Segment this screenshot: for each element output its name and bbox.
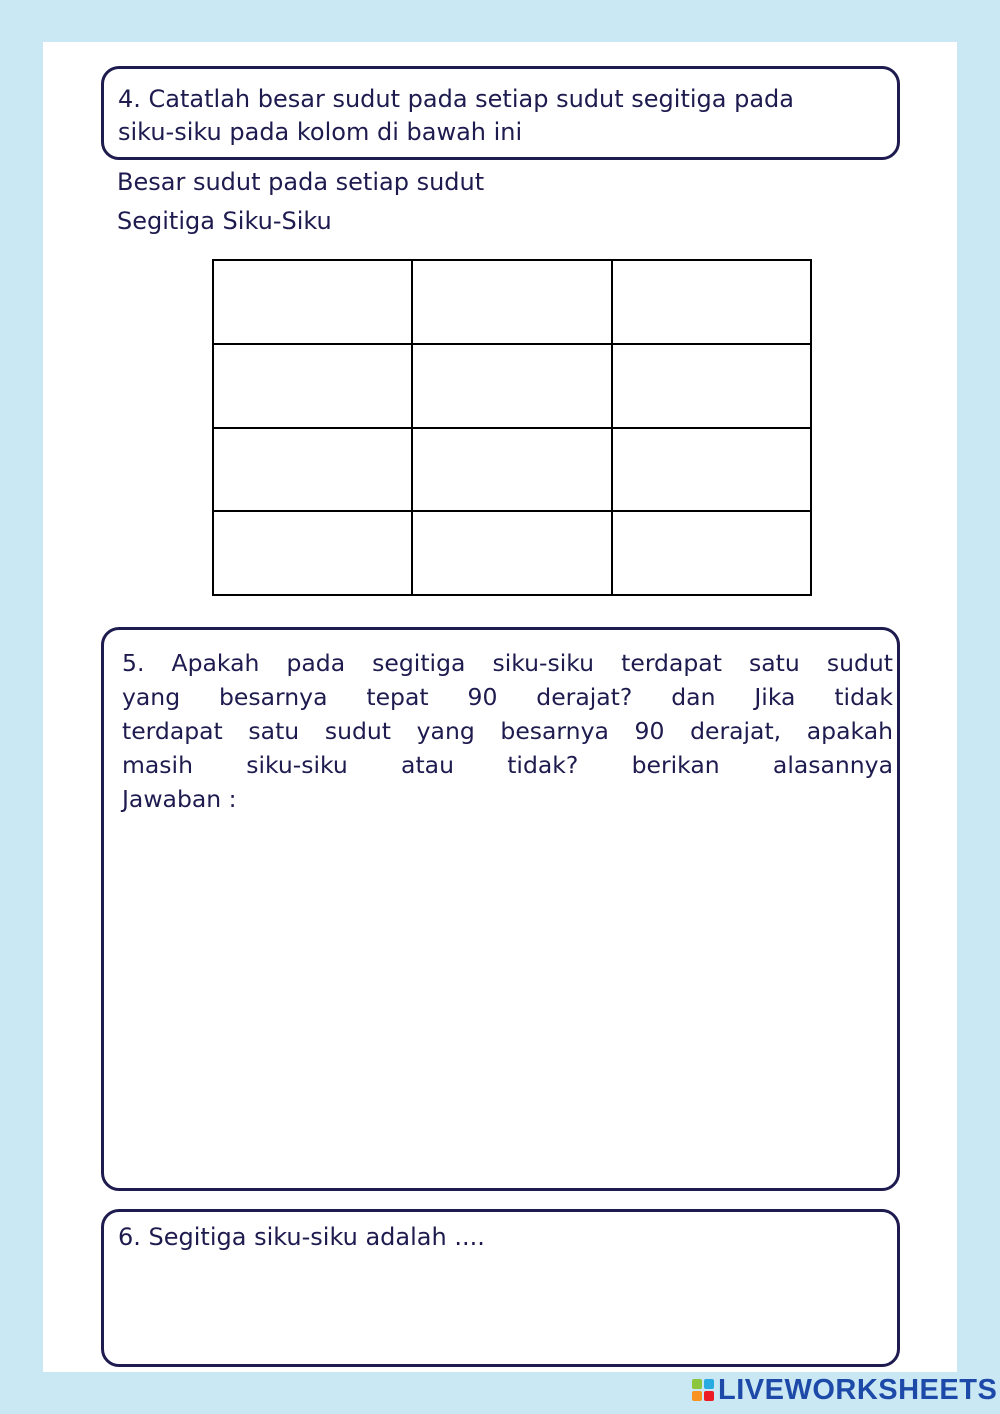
- answer-cell[interactable]: [412, 260, 611, 344]
- answer-cell[interactable]: [612, 428, 811, 512]
- table-row: [213, 344, 811, 428]
- question-6-text: 6. Segitiga siku-siku adalah ....: [118, 1223, 485, 1251]
- answer-cell[interactable]: [612, 260, 811, 344]
- logo-square: [692, 1379, 702, 1389]
- question-5-answer-label: Jawaban :: [122, 785, 237, 813]
- logo-text: LIVEWORKSHEETS: [718, 1373, 998, 1406]
- table-row: [213, 428, 811, 512]
- answer-cell[interactable]: [213, 428, 412, 512]
- question-5-line-1: 5. Apakah pada segitiga siku-siku terdapat satu sudut: [122, 649, 893, 677]
- question-5-box: [101, 627, 900, 1191]
- answer-cell[interactable]: [412, 428, 611, 512]
- liveworksheets-logo[interactable]: [692, 1373, 997, 1407]
- logo-square: [704, 1391, 714, 1401]
- logo-square: [692, 1391, 702, 1401]
- angle-answer-table: [212, 259, 812, 596]
- table-row: [213, 260, 811, 344]
- question-6-answer-area[interactable]: [118, 1253, 883, 1343]
- question-5-line-4: masih siku-siku atau tidak? berikan alasannya: [122, 751, 893, 779]
- table-caption-line-1: Besar sudut pada setiap sudut: [117, 168, 485, 196]
- answer-cell[interactable]: [412, 511, 611, 595]
- question-4-line-2: siku-siku pada kolom di bawah ini: [118, 118, 523, 146]
- question-4-line-1: 4. Catatlah besar sudut pada setiap sudut segitiga pada: [118, 85, 794, 113]
- answer-cell[interactable]: [213, 511, 412, 595]
- answer-cell[interactable]: [213, 344, 412, 428]
- question-6-box: [101, 1209, 900, 1367]
- answer-cell[interactable]: [612, 511, 811, 595]
- table-row: [213, 511, 811, 595]
- question-5-answer-area[interactable]: [122, 816, 893, 1156]
- liveworksheets-icon: [692, 1379, 714, 1401]
- answer-cell[interactable]: [612, 344, 811, 428]
- table-caption-line-2: Segitiga Siku-Siku: [117, 207, 332, 235]
- question-5-line-2: yang besarnya tepat 90 derajat? dan Jika tidak: [122, 683, 893, 711]
- question-4-box: [101, 66, 900, 160]
- answer-cell[interactable]: [213, 260, 412, 344]
- answer-cell[interactable]: [412, 344, 611, 428]
- question-5-line-3: terdapat satu sudut yang besarnya 90 derajat, apakah: [122, 717, 893, 745]
- logo-square: [704, 1379, 714, 1389]
